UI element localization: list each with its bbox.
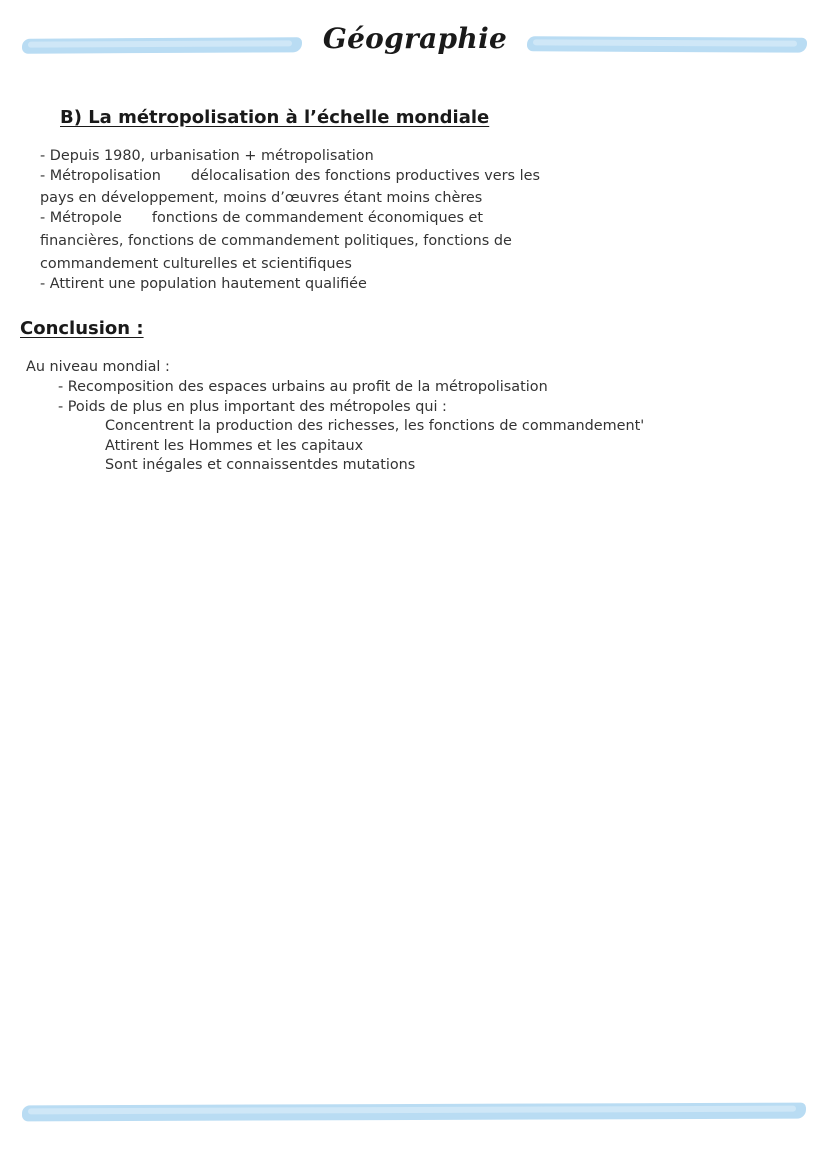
conclusion-point: - Recomposition des espaces urbains au profit de la métropolisation <box>58 379 548 395</box>
term-metropolisation: - Métropolisation <box>40 168 161 184</box>
definition-metropolisation: délocalisation des fonctions productives vers les <box>190 168 540 184</box>
decorative-brush-stroke-bottom <box>22 1103 806 1122</box>
conclusion-heading: Conclusion : <box>20 318 144 339</box>
conclusion-intro: Au niveau mondial : <box>26 359 170 375</box>
section-b-line <box>40 208 483 228</box>
conclusion-subpoint: Attirent les Hommes et les capitaux <box>105 438 364 454</box>
conclusion-subpoint: Sont inégales et connaissentdes mutations <box>105 457 416 473</box>
section-b-line: commandement culturelles et scientifiques <box>40 256 352 272</box>
section-b-line: - Depuis 1980, urbanisation + métropolisation <box>40 148 374 164</box>
section-b-heading: B) La métropolisation à l’échelle mondiale <box>60 107 490 128</box>
decorative-brush-stroke-left <box>22 37 302 53</box>
page-title: Géographie <box>322 22 508 55</box>
decorative-brush-stroke-right <box>527 36 807 52</box>
section-b-line: financières, fonctions de commandement politiques, fonctions de <box>40 233 512 249</box>
section-b-line: - Attirent une population hautement qualifiée <box>40 276 367 292</box>
conclusion-subpoint: Concentrent la production des richesses, les fonctions de commandement' <box>105 418 645 434</box>
conclusion-point: - Poids de plus en plus important des métropoles qui : <box>58 399 447 415</box>
section-b-line <box>40 166 540 186</box>
section-b-line: pays en développement, moins d’œuvres étant moins chères <box>40 190 483 206</box>
definition-metropole: fonctions de commandement économiques et <box>151 210 484 226</box>
term-metropole: - Métropole <box>40 210 122 226</box>
